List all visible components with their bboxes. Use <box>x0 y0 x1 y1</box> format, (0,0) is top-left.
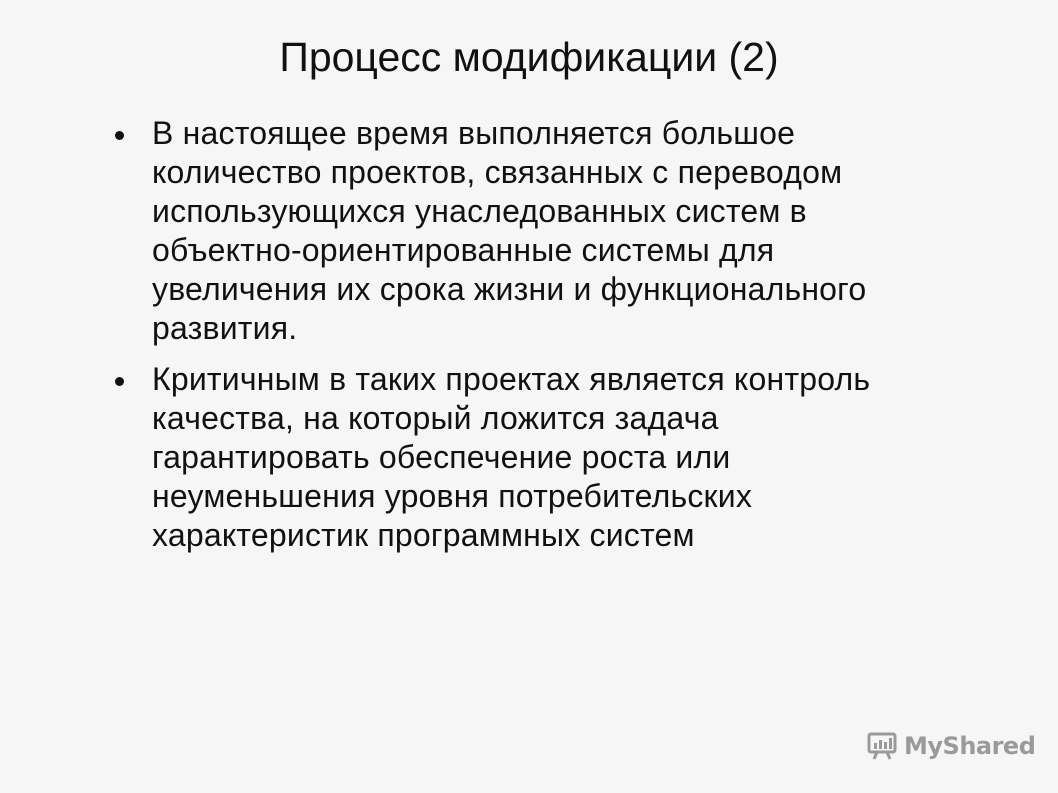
bullet-dot-icon <box>115 131 124 140</box>
watermark-text: MyShared <box>904 732 1036 760</box>
bullet-line: гарантировать обеспечение роста или <box>152 439 731 475</box>
bullet-line: характеристик программных систем <box>152 517 695 553</box>
bullet-line: использующихся унаследованных систем в <box>152 193 807 229</box>
slide-title: Процесс модификации (2) <box>279 34 779 80</box>
bullet-line: качества, на который ложится задача <box>152 400 719 436</box>
bullet-line: увеличения их срока жизни и функционального <box>152 271 867 307</box>
bullet-item <box>112 114 1012 348</box>
bullet-line: В настоящее время выполняется большое <box>152 115 796 151</box>
bullet-line: неуменьшения уровня потребительских <box>152 478 753 514</box>
watermark-logo <box>866 728 1035 764</box>
bullet-line: объектно-ориентированные системы для <box>152 232 775 268</box>
bullet-item <box>112 360 1012 555</box>
bullet-line: Критичным в таких проектах является контроль <box>152 361 871 397</box>
bullet-dot-icon <box>115 377 124 386</box>
bullet-line: количество проектов, связанных с переводом <box>152 154 843 190</box>
bullet-list <box>112 114 1012 567</box>
presentation-board-icon <box>866 730 898 762</box>
bullet-line: развития. <box>152 310 298 346</box>
